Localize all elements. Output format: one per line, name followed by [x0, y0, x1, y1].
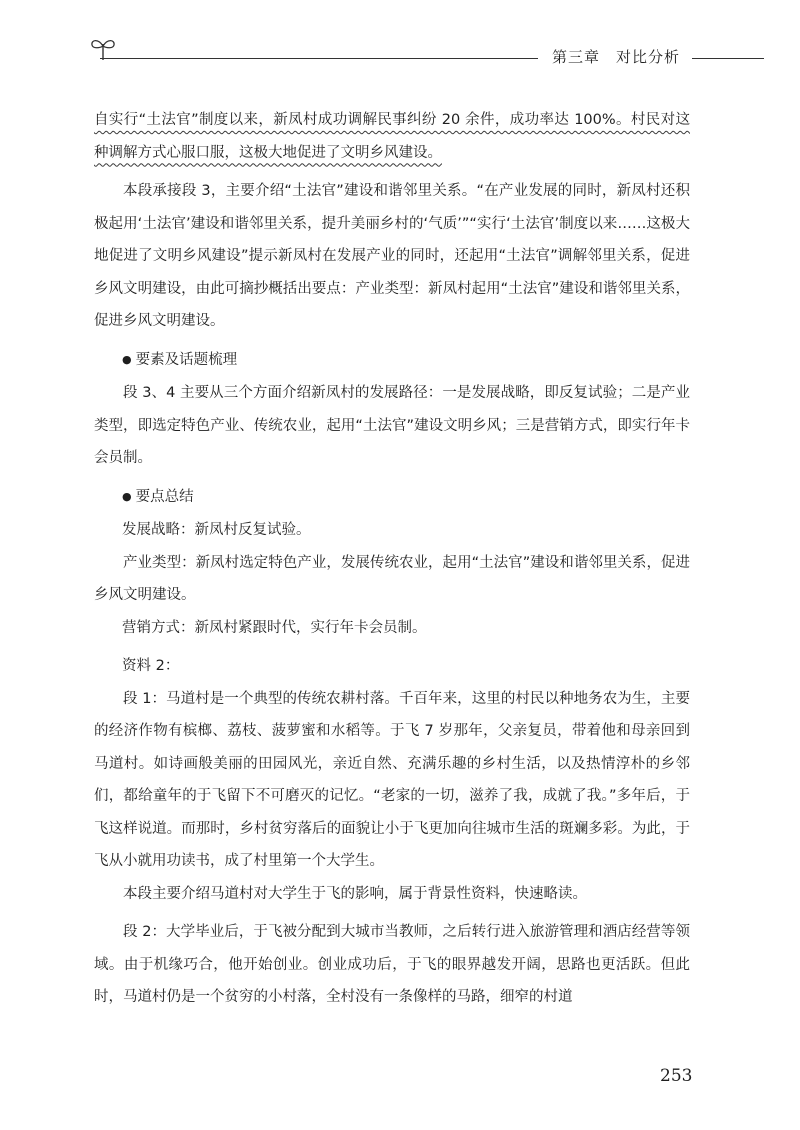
paragraph-summary-paths: 段 3、4 主要从三个方面介绍新凤村的发展路径：一是发展战略，即反复试验；二是产业类型，即选定特色产业、传统农业，起用“土法官”建设文明乡风；三是营销方式，即实行年卡会员制。 — [94, 385, 690, 466]
key-point-marketing: 营销方式：新凤村紧跟时代，实行年卡会员制。 — [122, 619, 427, 636]
bullet-heading-key-points: ● 要点总结 — [94, 481, 690, 515]
key-point-strategy: 发展战略：新凤村反复试验。 — [122, 522, 311, 538]
header-rule-left — [100, 58, 538, 59]
underlined-text: 自实行“土法官”制度以来，新凤村成功调解民事纠纷 20 余件，成功率达 100%。村民对这种调解方式心服口服，这极大地促进了文明乡风建设。 — [94, 112, 690, 161]
paragraph-underlined — [94, 104, 690, 169]
body-text — [94, 104, 690, 1014]
paragraph-analysis: 本段承接段 3，主要介绍“土法官”建设和谐邻里关系。“在产业发展的同时，新凤村还积极起用‘土法官’建设和谐邻里关系，提升美丽乡村的‘气质’”“实行‘土法官’制度以来……这极大地促进了文明乡风建设”提示新凤村在发展产业的同时，还起用“土法官”调解邻里关系，促进乡风文明建设，由此可摘抄概括出要点：产业类型：新凤村起用“土法官”建设和谐邻里关系，促进乡风文明建设。 — [94, 183, 690, 329]
key-point-industry: 产业类型：新凤村选定特色产业，发展传统农业，起用“土法官”建设和谐邻里关系，促进乡风文明建设。 — [94, 554, 690, 603]
page-number: 253 — [660, 1066, 693, 1086]
header-rule-right — [692, 58, 764, 59]
paragraph-segment-1: 段 1：马道村是一个典型的传统农耕村落。千百年来，这里的村民以种地务农为生，主要的经济作物有槟榔、荔枝、菠萝蜜和水稻等。于飞 7 岁那年，父亲复员，带着他和母亲回到马道村。如诗画般美丽的田园风光，亲近自然、充满乐趣的乡村生活，以及热情淳朴的乡邻们，都给童年的于飞留下不可磨灭的记忆。“老家的一切，滋养了我，成就了我。”多年后，于飞这样说道。而那时，乡村贫穷落后的面貌让小于飞更加向往城市生活的斑斓多彩。为此，于飞从小就用功读书，成了村里第一个大学生。 — [94, 690, 690, 869]
chapter-header: 第三章 对比分析 — [552, 48, 681, 66]
material-label: 资料 2： — [122, 658, 180, 674]
paragraph-segment-1-note: 本段主要介绍马道村对大学生于飞的影响，属于背景性资料，快速略读。 — [123, 885, 587, 902]
bullet-heading-elements: ● 要素及话题梳理 — [94, 344, 690, 378]
paragraph-segment-2: 段 2：大学毕业后，于飞被分配到大城市当教师，之后转行进入旅游管理和酒店经营等领域。由于机缘巧合，他开始创业。创业成功后，于飞的眼界越发开阔，思路也更活跃。但此时，马道村仍是一个贫穷的小村落，全村没有一条像样的马路，细窄的村道 — [94, 924, 690, 1005]
